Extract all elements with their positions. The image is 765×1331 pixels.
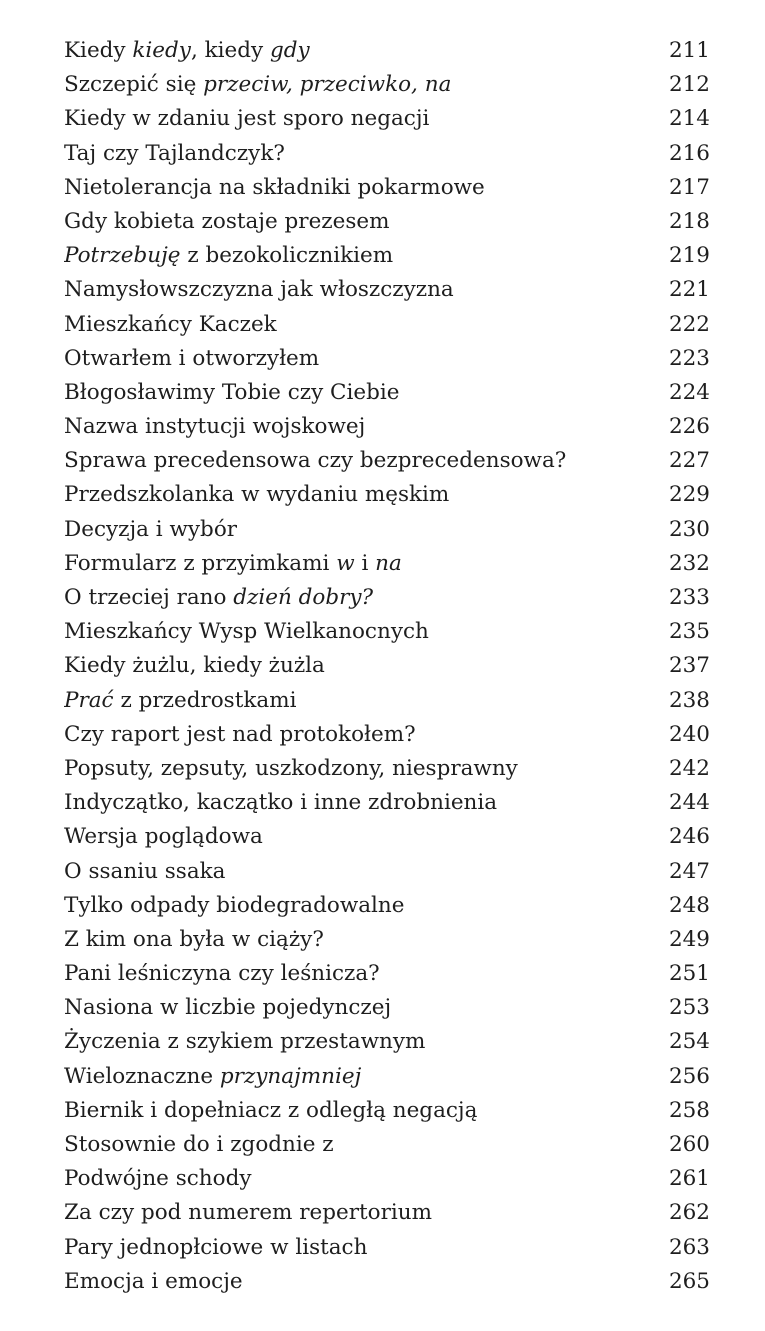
entry-title: [64, 410, 365, 444]
entry-title-segment: Wieloznaczne: [64, 1063, 220, 1089]
entry-page-number: 229: [668, 482, 710, 508]
entry-title: [64, 1060, 361, 1094]
entry-page-number: 248: [668, 892, 710, 918]
entry-page-number: 233: [668, 585, 710, 610]
toc-entry: [64, 410, 710, 444]
entry-page-number: 263: [668, 1234, 710, 1260]
entry-page-number: 253: [668, 995, 710, 1021]
entry-title-segment: Otwarłem i otworzyłem: [64, 345, 320, 371]
entry-title: [64, 957, 380, 991]
entry-page-number: 238: [668, 687, 710, 713]
entry-page-number: 251: [668, 961, 710, 987]
entry-page-number: 211: [668, 38, 710, 63]
entry-title-segment: Sprawa precedensowa czy bezprecedensowa?: [64, 448, 567, 474]
entry-title-segment: Podwójne schody: [64, 1166, 252, 1192]
entry-title-italic-segment: gdy: [270, 38, 310, 63]
entry-title-segment: Pani leśniczyna czy leśnicza?: [64, 961, 380, 987]
entry-title-segment: Taj czy Tajlandczyk?: [64, 140, 285, 166]
entry-page-number: 219: [668, 243, 710, 269]
entry-title-segment: Formularz z przyimkami: [64, 550, 337, 576]
entry-title: [64, 820, 263, 854]
toc-entry: [64, 1025, 710, 1059]
entry-title: [64, 68, 451, 102]
entry-page-number: 224: [668, 379, 710, 405]
entry-page-number: 237: [668, 653, 710, 679]
entry-page-number: 218: [668, 208, 710, 234]
entry-title-italic-segment: na: [375, 550, 402, 576]
entry-title: [64, 1231, 367, 1265]
entry-title: [64, 376, 399, 410]
entry-title: [64, 102, 429, 136]
entry-title-segment: Decyzja i wybór: [64, 516, 238, 542]
toc-entry: [64, 855, 710, 889]
entry-title-segment: z bezokolicznikiem: [180, 243, 394, 269]
entry-title-italic-segment: kiedy: [132, 38, 191, 63]
toc-entry: [64, 239, 710, 273]
entry-title-segment: Życzenia z szykiem przestawnym: [64, 1029, 426, 1055]
entry-title: [64, 273, 454, 307]
entry-page-number: 265: [668, 1268, 710, 1294]
entry-page-number: 223: [668, 345, 710, 371]
entry-title-segment: , kiedy: [190, 38, 270, 63]
entry-title-italic-segment: Prać: [64, 687, 114, 713]
entry-page-number: 221: [668, 277, 710, 303]
entry-title: [64, 1025, 425, 1059]
entry-page-number: 260: [668, 1132, 710, 1157]
toc-entry: [64, 581, 710, 615]
toc-entry: [64, 752, 710, 786]
entry-page-number: 254: [668, 1029, 710, 1055]
toc-entry: [64, 1231, 710, 1265]
toc-entry: [64, 308, 710, 342]
entry-title: [64, 34, 310, 68]
entry-page-number: 232: [668, 550, 710, 576]
entry-title: [64, 581, 373, 615]
entry-title-segment: Kiedy: [64, 38, 133, 63]
toc-entry: [64, 102, 710, 136]
entry-title-segment: i: [354, 550, 376, 576]
entry-title: [64, 308, 277, 342]
entry-page-number: 246: [668, 824, 710, 850]
entry-title-segment: Namysłowszczyzna jak włoszczyzna: [64, 277, 454, 303]
toc-entry: [64, 718, 710, 752]
toc-entry: [64, 1094, 710, 1128]
toc-entry: [64, 1265, 710, 1299]
entry-page-number: 261: [668, 1166, 710, 1192]
entry-title-segment: Gdy kobieta zostaje prezesem: [64, 208, 390, 234]
entry-page-number: 212: [668, 72, 710, 98]
entry-title-segment: Szczepić się: [64, 72, 204, 98]
entry-title-segment: Wersja poglądowa: [64, 824, 263, 850]
entry-title-segment: Mieszkańcy Wysp Wielkanocnych: [64, 619, 429, 645]
entry-title-segment: Tylko odpady biodegradowalne: [64, 892, 405, 918]
toc-entry: [64, 171, 710, 205]
toc-entry: [64, 342, 710, 376]
entry-page-number: 216: [668, 140, 710, 166]
entry-title: [64, 752, 518, 786]
entry-page-number: 258: [668, 1097, 710, 1123]
toc-entry: [64, 923, 710, 957]
entry-title-segment: Popsuty, zepsuty, uszkodzony, niesprawny: [64, 755, 518, 781]
entry-title-italic-segment: dzień dobry?: [233, 585, 374, 610]
toc-entry: [64, 786, 710, 820]
entry-title-italic-segment: Potrzebuję: [64, 243, 181, 269]
entry-title: [64, 444, 566, 478]
entry-title-segment: Kiedy w zdaniu jest sporo negacji: [64, 106, 430, 132]
toc-entry: [64, 205, 710, 239]
toc-entry: [64, 889, 710, 923]
entry-title: [64, 205, 390, 239]
toc-entry: [64, 1060, 710, 1094]
entry-title-italic-segment: przeciw, przeciwko, na: [203, 72, 452, 98]
entry-page-number: 227: [668, 448, 710, 474]
entry-title: [64, 171, 485, 205]
entry-title-segment: Z kim ona była w ciąży?: [64, 926, 324, 952]
entry-title-segment: Nazwa instytucji wojskowej: [64, 414, 366, 440]
entry-title: [64, 478, 449, 512]
entry-title-segment: Kiedy żużlu, kiedy żużla: [64, 653, 325, 679]
toc-entry: [64, 684, 710, 718]
toc-entry: [64, 1162, 710, 1196]
toc-entry: [64, 513, 710, 547]
toc-entry: [64, 991, 710, 1025]
entry-title-segment: Błogosławimy Tobie czy Ciebie: [64, 379, 400, 405]
toc-entry: [64, 820, 710, 854]
toc-entry: [64, 273, 710, 307]
entry-title: [64, 991, 391, 1025]
entry-title-segment: Mieszkańcy Kaczek: [64, 311, 277, 337]
entry-page-number: 242: [668, 755, 710, 781]
entry-title: [64, 684, 296, 718]
table-of-contents: [64, 34, 710, 1299]
entry-title: [64, 1265, 243, 1299]
entry-title: [64, 513, 237, 547]
entry-page-number: 244: [668, 790, 710, 816]
toc-entry: [64, 444, 710, 478]
entry-title: [64, 1094, 477, 1128]
entry-title: [64, 239, 393, 273]
entry-title-segment: Nietolerancja na składniki pokarmowe: [64, 174, 485, 200]
entry-title: [64, 1128, 334, 1162]
entry-page-number: 235: [668, 619, 710, 645]
toc-entry: [64, 957, 710, 991]
entry-title-segment: O ssaniu ssaka: [64, 858, 226, 884]
entry-title-segment: O trzeciej rano: [64, 585, 234, 610]
entry-page-number: 230: [668, 516, 710, 542]
entry-title: [64, 889, 405, 923]
entry-page-number: 226: [668, 414, 710, 440]
entry-title-segment: Pary jednopłciowe w listach: [64, 1234, 368, 1260]
entry-title-segment: Nasiona w liczbie pojedynczej: [64, 995, 392, 1021]
entry-title-segment: z przedrostkami: [113, 687, 297, 713]
toc-entry: [64, 34, 710, 68]
entry-title: [64, 718, 416, 752]
entry-title-segment: Czy raport jest nad protokołem?: [64, 721, 416, 747]
toc-entry: [64, 547, 710, 581]
entry-title-italic-segment: przynajmniej: [219, 1063, 362, 1089]
entry-title-segment: Przedszkolanka w wydaniu męskim: [64, 482, 450, 508]
entry-page-number: 262: [668, 1200, 710, 1226]
toc-entry: [64, 615, 710, 649]
entry-title: [64, 1196, 432, 1230]
entry-page-number: 214: [668, 106, 710, 132]
entry-title-segment: Indyczątko, kaczątko i inne zdrobnienia: [64, 790, 498, 816]
toc-entry: [64, 1128, 710, 1162]
entry-page-number: 256: [668, 1063, 710, 1089]
entry-page-number: 222: [668, 311, 710, 337]
entry-title: [64, 1162, 252, 1196]
entry-title: [64, 615, 429, 649]
entry-title-segment: Za czy pod numerem repertorium: [64, 1200, 433, 1226]
entry-page-number: 247: [668, 858, 710, 884]
toc-entry: [64, 68, 710, 102]
entry-title-segment: Emocja i emocje: [64, 1268, 243, 1294]
entry-title: [64, 137, 285, 171]
entry-title: [64, 342, 319, 376]
entry-title-segment: Stosownie do i zgodnie z: [64, 1132, 334, 1157]
entry-title: [64, 786, 497, 820]
entry-title-segment: Biernik i dopełniacz z odległą negacją: [64, 1097, 478, 1123]
toc-entry: [64, 649, 710, 683]
entry-title: [64, 649, 325, 683]
entry-page-number: 240: [668, 721, 710, 747]
toc-entry: [64, 478, 710, 512]
toc-entry: [64, 376, 710, 410]
entry-title: [64, 855, 225, 889]
entry-title: [64, 547, 402, 581]
entry-page-number: 217: [668, 174, 710, 200]
toc-entry: [64, 137, 710, 171]
entry-page-number: 249: [668, 926, 710, 952]
entry-title-italic-segment: w: [336, 550, 355, 576]
toc-entry: [64, 1196, 710, 1230]
entry-title: [64, 923, 324, 957]
